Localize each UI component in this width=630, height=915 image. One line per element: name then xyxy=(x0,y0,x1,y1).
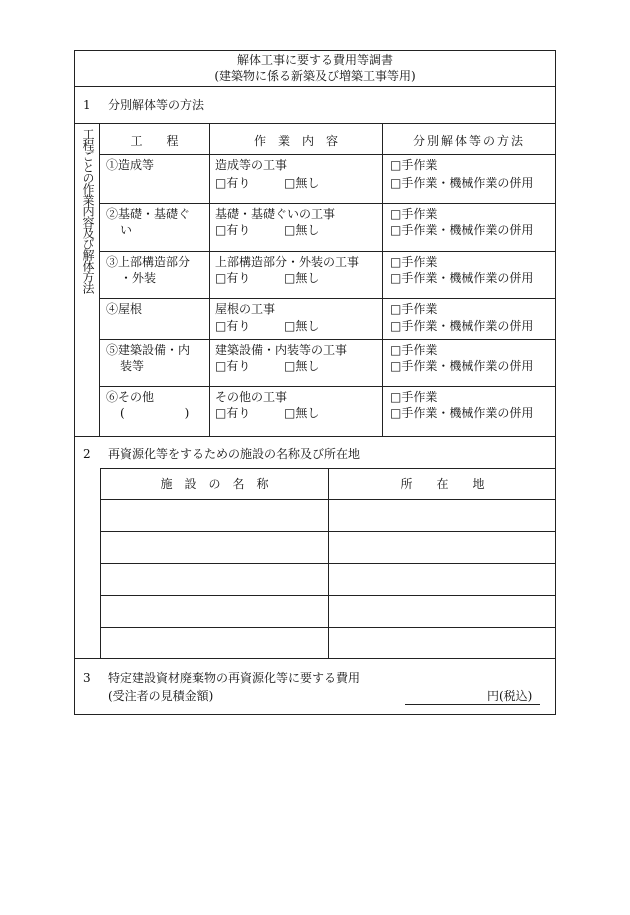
divider xyxy=(99,339,556,340)
work-title: その他の工事 xyxy=(215,390,288,404)
facility-name-field[interactable] xyxy=(106,507,322,523)
facility-name-field[interactable] xyxy=(106,539,322,555)
option-yes-checkbox[interactable]: □有り xyxy=(215,359,251,373)
section2-heading: 再資源化等をするための施設の名称及び所在地 xyxy=(108,447,361,461)
facility-name-field[interactable] xyxy=(106,603,322,619)
column-header-facility-name: 施 設 の 名 称 xyxy=(160,477,269,491)
method-combined-checkbox[interactable]: □手作業・機械作業の併用 xyxy=(390,176,534,190)
divider xyxy=(100,563,556,564)
divider xyxy=(99,386,556,387)
divider xyxy=(99,251,556,252)
option-no-checkbox[interactable]: □無し xyxy=(284,319,320,333)
facility-location-field[interactable] xyxy=(334,507,550,523)
process-label: ④屋根 xyxy=(106,302,143,316)
process-label-cont: 装等 xyxy=(120,359,145,373)
process-label-cont: ( ) xyxy=(120,406,190,420)
cost-unit-label: 円(税込) xyxy=(487,689,533,703)
method-combined-checkbox[interactable]: □手作業・機械作業の併用 xyxy=(390,406,534,420)
divider xyxy=(99,123,100,436)
divider xyxy=(382,123,383,436)
section3-heading: 特定建設資材廃棄物の再資源化等に要する費用 xyxy=(108,671,361,685)
option-yes-checkbox[interactable]: □有り xyxy=(215,319,251,333)
process-label: ①造成等 xyxy=(106,158,155,172)
facility-location-field[interactable] xyxy=(334,571,550,587)
section1-number: 1 xyxy=(83,98,91,112)
facility-location-field[interactable] xyxy=(334,635,550,651)
method-manual-checkbox[interactable]: □手作業 xyxy=(390,390,438,404)
method-combined-checkbox[interactable]: □手作業・機械作業の併用 xyxy=(390,319,534,333)
process-label: ③上部構造部分 xyxy=(106,255,191,269)
process-label: ⑥その他 xyxy=(106,390,155,404)
option-no-checkbox[interactable]: □無し xyxy=(284,223,320,237)
column-header-method: 分別解体等の方法 xyxy=(412,134,525,148)
facility-name-field[interactable] xyxy=(106,635,322,651)
column-header-work: 作 業 内 容 xyxy=(253,134,338,148)
divider xyxy=(100,531,556,532)
method-manual-checkbox[interactable]: □手作業 xyxy=(390,343,438,357)
method-manual-checkbox[interactable]: □手作業 xyxy=(390,302,438,316)
option-yes-checkbox[interactable]: □有り xyxy=(215,271,251,285)
method-manual-checkbox[interactable]: □手作業 xyxy=(390,158,438,172)
option-yes-checkbox[interactable]: □有り xyxy=(215,176,251,190)
form-title: 解体工事に要する費用等調書 xyxy=(236,53,393,67)
method-combined-checkbox[interactable]: □手作業・機械作業の併用 xyxy=(390,223,534,237)
divider xyxy=(99,203,556,204)
divider xyxy=(99,298,556,299)
cost-underline xyxy=(405,704,540,705)
column-header-process: 工 程 xyxy=(130,134,179,148)
option-no-checkbox[interactable]: □無し xyxy=(284,176,320,190)
divider xyxy=(99,154,556,155)
method-combined-checkbox[interactable]: □手作業・機械作業の併用 xyxy=(390,271,534,285)
option-yes-checkbox[interactable]: □有り xyxy=(215,223,251,237)
column-header-location: 所 在 地 xyxy=(400,477,485,491)
section3-number: 3 xyxy=(83,671,91,685)
process-label-cont: ・外装 xyxy=(120,271,157,285)
facility-location-field[interactable] xyxy=(334,539,550,555)
work-title: 基礎・基礎ぐいの工事 xyxy=(215,207,336,221)
work-title: 建築設備・内装等の工事 xyxy=(215,343,348,357)
section1-side-label: 工程ごとの作業内容及び解体方法 xyxy=(81,128,95,293)
divider xyxy=(74,658,556,659)
option-no-checkbox[interactable]: □無し xyxy=(284,359,320,373)
divider xyxy=(74,86,556,87)
section1-heading: 分別解体等の方法 xyxy=(108,98,205,112)
process-label: ⑤建築設備・内 xyxy=(106,343,191,357)
divider xyxy=(100,627,556,628)
section3-subheading: (受注者の見積金額) xyxy=(108,689,214,703)
method-combined-checkbox[interactable]: □手作業・機械作業の併用 xyxy=(390,359,534,373)
facility-location-field[interactable] xyxy=(334,603,550,619)
work-title: 造成等の工事 xyxy=(215,158,288,172)
divider xyxy=(74,436,556,437)
option-no-checkbox[interactable]: □無し xyxy=(284,271,320,285)
method-manual-checkbox[interactable]: □手作業 xyxy=(390,207,438,221)
facility-name-field[interactable] xyxy=(106,571,322,587)
divider xyxy=(74,123,556,124)
divider xyxy=(100,499,556,500)
work-title: 屋根の工事 xyxy=(215,302,276,316)
work-title: 上部構造部分・外装の工事 xyxy=(215,255,360,269)
process-label-cont: い xyxy=(120,223,133,237)
section2-number: 2 xyxy=(83,447,91,461)
option-no-checkbox[interactable]: □無し xyxy=(284,406,320,420)
divider xyxy=(100,595,556,596)
option-yes-checkbox[interactable]: □有り xyxy=(215,406,251,420)
form-subtitle: (建築物に係る新築及び増築工事等用) xyxy=(214,69,416,83)
method-manual-checkbox[interactable]: □手作業 xyxy=(390,255,438,269)
process-label: ②基礎・基礎ぐ xyxy=(106,207,191,221)
divider xyxy=(209,123,210,436)
